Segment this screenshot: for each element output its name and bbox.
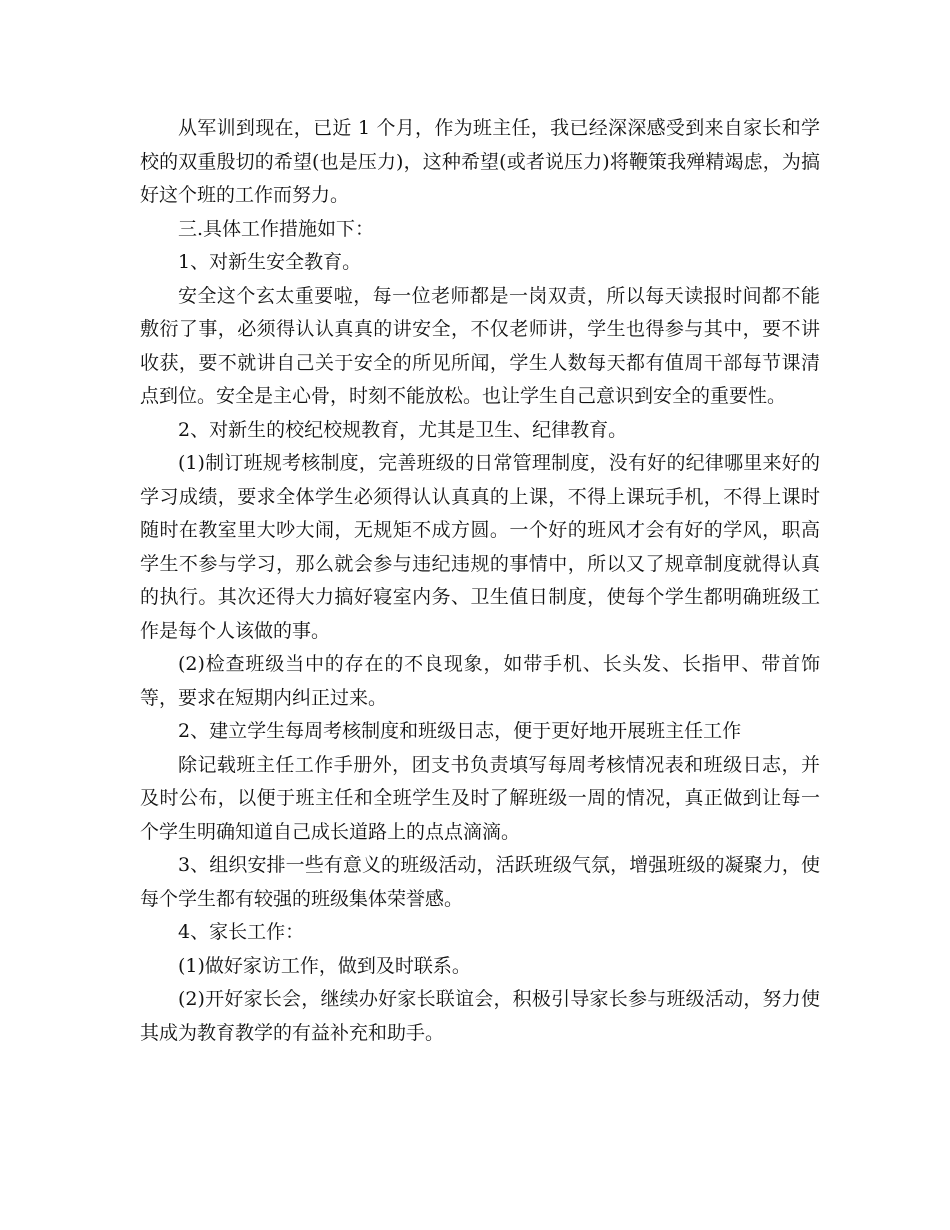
- item-heading-weekly-review: 2、建立学生每周考核制度和班级日志，便于更好地开展班主任工作: [178, 720, 742, 742]
- paragraph-safety: 安全这个玄太重要啦，每一位老师都是一岗双责，所以每天读报时间都不能敷衍了事，必须得认认真真的讲安全，不仅老师讲，学生也得参与其中，要不讲收获，要不就讲自己关于安全的所见所闻，学生人数每天都有值周干部每节课清点到位。安全是主心骨，时刻不能放松。也让学生自己意识到安全的重要性。: [140, 284, 820, 407]
- document-body: [140, 112, 820, 1050]
- item-heading-discipline: 2、对新生的校纪校规教育，尤其是卫生、纪律教育。: [178, 418, 628, 441]
- paragraph-activities: 3、组织安排一些有意义的班级活动，活跃班级气氛，增强班级的凝聚力，使每个学生都有较强的班级集体荣誉感。: [140, 854, 820, 910]
- item-heading-safety: 1、对新生安全教育。: [178, 251, 362, 273]
- section-heading-measures: 三.具体工作措施如下：: [178, 217, 375, 240]
- paragraph-home-visits: (1)做好家访工作，做到及时联系。: [178, 954, 471, 977]
- paragraph-class-log: 除记载班主任工作手册外，团支书负责填写每周考核情况表和班级日志，并及时公布，以便于班主任和全班学生及时了解班级一周的情况，真正做到让每一个学生明确知道自己成长道路上的点点滴滴。: [140, 753, 820, 843]
- item-heading-parents: 4、家长工作：: [178, 921, 305, 943]
- paragraph-class-rules: (1)制订班规考核制度，完善班级的日常管理制度，没有好的纪律哪里来好的学习成绩，要求全体学生必须得认认真真的上课，不得上课玩手机，不得上课时随时在教室里大吵大闹，无规矩不成方圆。一个好的班风才会有好的学风，职高学生不参与学习，那么就会参与违纪违规的事情中，所以又了规章制度就得认真的执行。其次还得大力搞好寝室内务、卫生值日制度，使每个学生都明确班级工作是每个人该做的事。: [140, 452, 820, 642]
- paragraph-bad-habits: (2)检查班级当中的存在的不良现象，如带手机、长头发、长指甲、带首饰等，要求在短期内纠正过来。: [140, 653, 820, 709]
- paragraph-intro: 从军训到现在，已近 1 个月，作为班主任，我已经深深感受到来自家长和学校的双重殷切的希望(也是压力)，这种希望(或者说压力)将鞭策我殚精竭虑，为搞好这个班的工作而努力。: [140, 117, 820, 206]
- paragraph-parent-meetings: (2)开好家长会，继续办好家长联谊会，积极引导家长参与班级活动，努力使其成为教育教学的有益补充和助手。: [140, 988, 820, 1044]
